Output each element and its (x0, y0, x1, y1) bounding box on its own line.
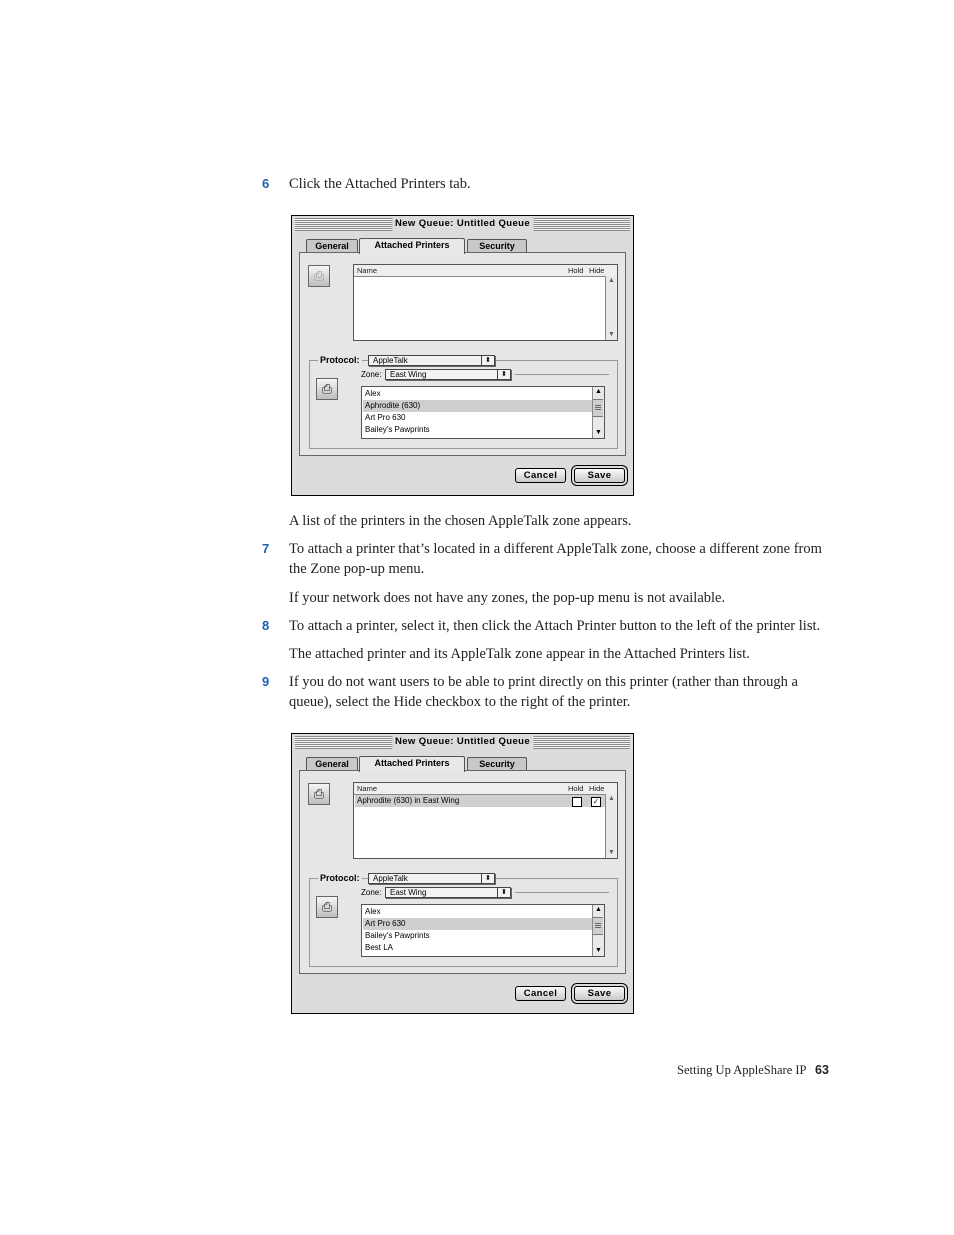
window-title: New Queue: Untitled Queue (392, 217, 533, 231)
header-hold: Hold (568, 784, 584, 793)
zone-label: Zone: (361, 370, 382, 379)
printer-icon[interactable]: ⎙ (316, 896, 338, 918)
list-header (354, 265, 617, 277)
scroll-thumb[interactable] (593, 399, 603, 417)
tab-general[interactable]: General (306, 757, 358, 771)
protocol-label: Protocol: (320, 873, 360, 883)
list-item[interactable]: Aphrodite (630) (363, 400, 593, 412)
step-number: 6 (262, 176, 270, 191)
scroll-down-arrow[interactable]: ▼ (595, 947, 602, 954)
step-note: If your network does not have any zones, the pop-up menu is not available. (289, 590, 726, 606)
protocol-group (309, 355, 618, 449)
list-item[interactable]: Art Pro 630 (365, 413, 406, 422)
step-text: Click the Attached Printers tab. (289, 176, 471, 192)
printer-icon[interactable]: ⎙ (316, 378, 338, 400)
step-text: To attach a printer that’s located in a different AppleTalk zone, choose a different zone from the Zone pop-up menu. (289, 541, 822, 577)
zone-value: East Wing (390, 888, 427, 897)
header-name: Name (357, 784, 378, 793)
printer-list-scrollbar[interactable] (592, 387, 604, 438)
attached-list-scrollbar[interactable] (605, 276, 617, 340)
protocol-value: AppleTalk (373, 356, 408, 365)
title-bar[interactable] (295, 736, 630, 749)
protocol-popup[interactable] (368, 355, 495, 366)
scroll-up-arrow[interactable]: ▲ (608, 277, 615, 284)
step-number: 8 (262, 618, 270, 633)
list-item[interactable]: Alex (365, 907, 381, 916)
tab-general[interactable]: General (306, 239, 358, 253)
zone-popup[interactable] (385, 369, 511, 380)
tab-attached-printers[interactable]: Attached Printers (359, 756, 465, 772)
zone-popup[interactable] (385, 887, 511, 898)
header-hide: Hide (589, 266, 605, 275)
table-row[interactable] (355, 795, 606, 807)
zone-value: East Wing (390, 370, 427, 379)
scroll-up-arrow[interactable]: ▲ (595, 388, 602, 395)
title-bar[interactable] (295, 218, 630, 231)
protocol-group (309, 873, 618, 967)
save-button[interactable]: Save (574, 468, 625, 483)
attached-printers-list[interactable] (353, 782, 618, 859)
protocol-label: Protocol: (320, 355, 360, 365)
cancel-button[interactable]: Cancel (515, 986, 566, 1001)
list-item[interactable]: Alex (365, 389, 381, 398)
tab-attached-printers[interactable]: Attached Printers (359, 238, 465, 254)
window-title: New Queue: Untitled Queue (392, 735, 533, 749)
scroll-down-arrow[interactable]: ▼ (608, 331, 615, 338)
header-hold: Hold (568, 266, 584, 275)
step-number: 7 (262, 541, 270, 556)
scroll-down-arrow[interactable]: ▼ (608, 849, 615, 856)
hold-checkbox[interactable] (572, 797, 582, 807)
new-queue-window (291, 733, 634, 1014)
list-item[interactable]: Bailey's Pawprints (365, 931, 430, 940)
scroll-up-arrow[interactable]: ▲ (595, 906, 602, 913)
popup-arrow-icon: ⬍ (481, 356, 494, 365)
protocol-popup[interactable] (368, 873, 495, 884)
cancel-button[interactable]: Cancel (515, 468, 566, 483)
printer-list-scrollbar[interactable] (592, 905, 604, 956)
popup-arrow-icon: ⬍ (481, 874, 494, 883)
page-number: 63 (815, 1063, 829, 1077)
header-name: Name (357, 266, 378, 275)
list-item[interactable]: Best LA (365, 943, 394, 952)
popup-arrow-icon: ⬍ (497, 888, 510, 897)
footer-section-title: Setting Up AppleShare IP (677, 1063, 807, 1077)
printer-list[interactable] (361, 386, 605, 439)
new-queue-window (291, 215, 634, 496)
detach-printer-icon[interactable]: ⎙ (308, 265, 330, 287)
list-item[interactable]: Art Pro 630 (363, 918, 593, 930)
step-note: A list of the printers in the chosen AppleTalk zone appears. (289, 513, 632, 529)
list-header (354, 783, 617, 795)
save-button[interactable]: Save (574, 986, 625, 1001)
tab-pane (299, 252, 626, 456)
printer-list[interactable] (361, 904, 605, 957)
popup-arrow-icon: ⬍ (497, 370, 510, 379)
detach-printer-icon[interactable]: ⎙ (308, 783, 330, 805)
attached-list-scrollbar[interactable] (605, 794, 617, 858)
zone-label: Zone: (361, 888, 382, 897)
step-text: If you do not want users to be able to print directly on this printer (rather than through a queue), select the Hide checkbox to the right of the printer. (289, 674, 798, 710)
header-hide: Hide (589, 784, 605, 793)
protocol-value: AppleTalk (373, 874, 408, 883)
list-item[interactable]: Bailey's Pawprints (365, 425, 430, 434)
divider (515, 892, 609, 893)
attached-printers-list[interactable] (353, 264, 618, 341)
tab-pane (299, 770, 626, 974)
hide-checkbox[interactable]: ✓ (592, 797, 600, 806)
scroll-thumb[interactable] (593, 917, 603, 935)
tab-security[interactable]: Security (467, 757, 527, 771)
divider (515, 374, 609, 375)
step-note: The attached printer and its AppleTalk zone appear in the Attached Printers list. (289, 646, 750, 662)
step-number: 9 (262, 674, 270, 689)
step-text: To attach a printer, select it, then click the Attach Printer button to the left of the printer list. (289, 618, 821, 634)
attached-printer-name: Aphrodite (630) in East Wing (357, 796, 460, 805)
scroll-up-arrow[interactable]: ▲ (608, 795, 615, 802)
tab-security[interactable]: Security (467, 239, 527, 253)
scroll-down-arrow[interactable]: ▼ (595, 429, 602, 436)
